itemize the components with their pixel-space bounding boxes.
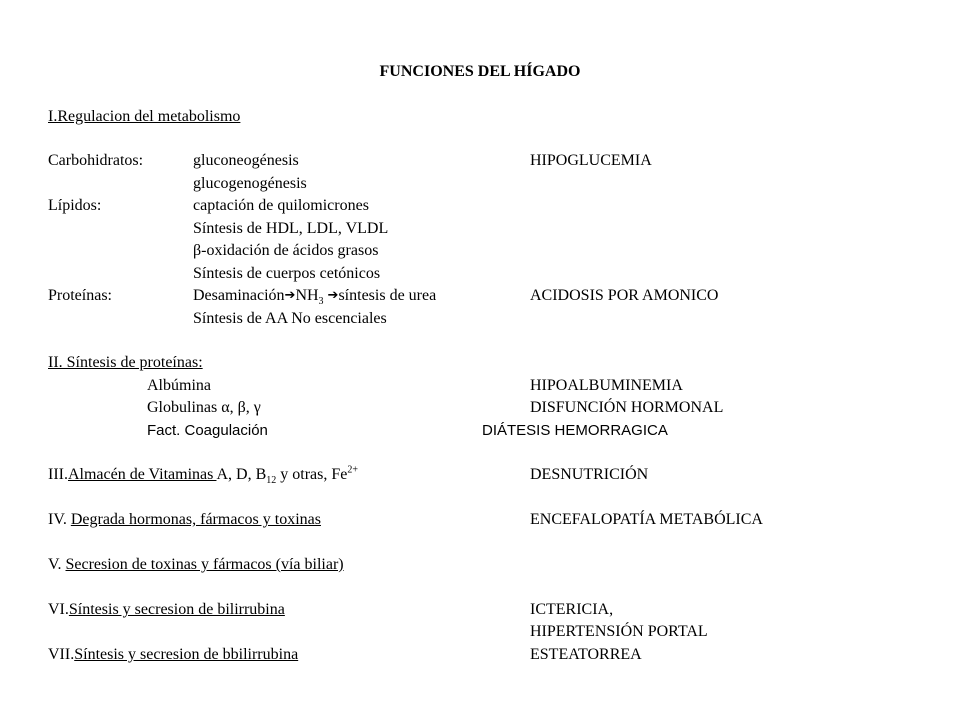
section-3-others: y otras, Fe bbox=[276, 466, 348, 483]
section-3-vitamins: A, D, B bbox=[216, 466, 267, 483]
section-3-line bbox=[48, 465, 358, 485]
lipids-item-3: β-oxidación de ácidos grasos bbox=[193, 242, 379, 259]
section-1-heading: I.Regulacion del metabolismo bbox=[48, 108, 241, 125]
section-7-prefix: VII. bbox=[48, 646, 75, 663]
section-6-consequence-1: ICTERICIA, bbox=[530, 601, 614, 618]
section-6-underlined: Síntesis y secresion de bilirrubina bbox=[68, 601, 285, 618]
deamination-text: Desaminación bbox=[193, 287, 285, 304]
proteins-consequence: ACIDOSIS POR AMONICO bbox=[530, 287, 719, 304]
proteins-item-2: Síntesis de AA No escenciales bbox=[193, 310, 387, 327]
lipids-item-2: Síntesis de HDL, LDL, VLDL bbox=[193, 220, 389, 237]
carbohydrates-item-2: glucogenogénesis bbox=[193, 175, 307, 192]
right-arrow-icon: ➔ bbox=[327, 288, 339, 303]
section-3-prefix: III. bbox=[48, 466, 68, 483]
protein-item-coagulation: Fact. Coagulación bbox=[147, 422, 268, 439]
section-4-line bbox=[48, 510, 321, 530]
section-7-underlined: Síntesis y secresion de bbilirrubina bbox=[74, 646, 299, 663]
carbohydrates-item-1: gluconeogénesis bbox=[193, 152, 299, 169]
section-6-prefix: VI. bbox=[48, 601, 69, 618]
urea-text: síntesis de urea bbox=[338, 287, 437, 304]
protein-item-albumin-consequence: HIPOALBUMINEMIA bbox=[530, 377, 683, 394]
section-3-consequence: DESNUTRICIÓN bbox=[530, 466, 649, 483]
protein-item-coagulation-consequence: DIÁTESIS HEMORRAGICA bbox=[482, 422, 668, 439]
right-arrow-icon: ➔ bbox=[284, 288, 296, 303]
section-5-prefix: V. bbox=[48, 556, 66, 573]
lipids-item-1: captación de quilomicrones bbox=[193, 197, 369, 214]
carbohydrates-consequence: HIPOGLUCEMIA bbox=[530, 152, 652, 169]
proteins-item-1 bbox=[193, 286, 436, 307]
fe-superscript: 2+ bbox=[347, 464, 358, 476]
proteins-label: Proteínas: bbox=[48, 287, 112, 304]
section-4-prefix: IV. bbox=[48, 511, 71, 528]
section-6-line bbox=[48, 600, 285, 620]
lipids-item-4: Síntesis de cuerpos cetónicos bbox=[193, 265, 381, 282]
section-3-underlined: Almacén de Vitaminas bbox=[67, 466, 217, 483]
section-4-consequence: ENCEFALOPATÍA METABÓLICA bbox=[530, 511, 763, 528]
section-7-consequence: ESTEATORREA bbox=[530, 646, 642, 663]
carbohydrates-label: Carbohidratos: bbox=[48, 152, 144, 169]
section-7-line bbox=[48, 645, 298, 665]
section-4-underlined: Degrada hormonas, fármacos y toxinas bbox=[70, 511, 321, 528]
document-title: FUNCIONES DEL HÍGADO bbox=[379, 63, 581, 80]
section-6-consequence-2: HIPERTENSIÓN PORTAL bbox=[530, 623, 708, 640]
protein-item-globulins-consequence: DISFUNCIÓN HORMONAL bbox=[530, 399, 724, 416]
protein-item-albumin: Albúmina bbox=[147, 377, 211, 394]
section-5-line bbox=[48, 555, 344, 575]
ammonia-subscript: 3 bbox=[318, 296, 324, 308]
lipids-label: Lípidos: bbox=[48, 197, 102, 214]
section-2-heading: II. Síntesis de proteínas: bbox=[48, 354, 203, 371]
section-5-underlined: Secresion de toxinas y fármacos (vía biliar) bbox=[65, 556, 344, 573]
protein-item-globulins: Globulinas α, β, γ bbox=[147, 399, 261, 416]
ammonia-text: NH bbox=[295, 287, 319, 304]
b12-subscript: 12 bbox=[266, 475, 277, 487]
